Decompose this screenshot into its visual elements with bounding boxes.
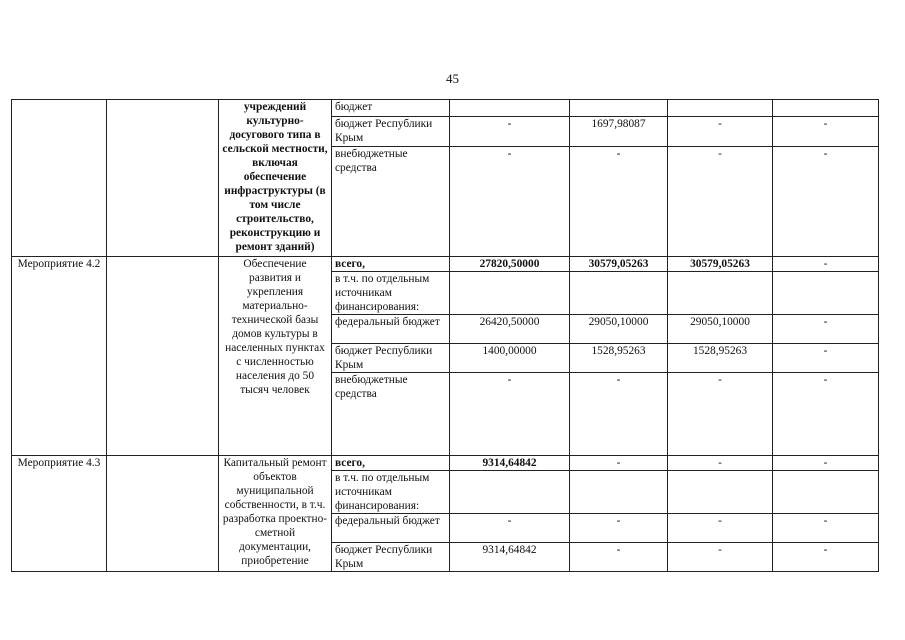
value-cell: -	[668, 147, 773, 257]
value-cell: 29050,10000	[570, 315, 668, 344]
value-cell: -	[773, 514, 879, 543]
funding-source: всего,	[332, 456, 450, 471]
value-cell: 27820,50000	[450, 257, 570, 272]
value-cell: 30579,05263	[570, 257, 668, 272]
funding-source: федеральный бюджет	[332, 315, 450, 344]
value-cell	[668, 471, 773, 514]
value-cell: -	[773, 344, 879, 373]
event-description: учреждений культурно-досугового типа в сельской местности, включая обеспечение инфраструктуры (в том числе строительство, реконструкцию и ремонт зданий)	[219, 100, 332, 257]
value-cell: 9314,64842	[450, 543, 570, 572]
value-cell	[570, 272, 668, 315]
value-cell	[668, 272, 773, 315]
value-cell	[450, 272, 570, 315]
funding-source: всего,	[332, 257, 450, 272]
event-title: Мероприятие 4.2	[12, 257, 107, 456]
value-cell: -	[570, 147, 668, 257]
value-cell	[773, 272, 879, 315]
funding-source: бюджет Республики Крым	[332, 344, 450, 373]
value-cell: -	[668, 117, 773, 147]
value-cell: 9314,64842	[450, 456, 570, 471]
value-cell	[570, 471, 668, 514]
value-cell: -	[570, 456, 668, 471]
value-cell: -	[668, 514, 773, 543]
funding-source: внебюджетные средства	[332, 373, 450, 456]
value-cell: -	[773, 257, 879, 272]
value-cell	[570, 100, 668, 117]
value-cell	[668, 100, 773, 117]
value-cell	[773, 100, 879, 117]
value-cell: -	[773, 543, 879, 572]
value-cell: 1697,98087	[570, 117, 668, 147]
table-row	[12, 100, 879, 117]
funding-source: федеральный бюджет	[332, 514, 450, 543]
table-row	[12, 257, 879, 272]
value-cell: -	[668, 543, 773, 572]
event-title-cell	[12, 100, 107, 257]
executor-cell	[107, 257, 219, 456]
value-cell: -	[668, 373, 773, 456]
funding-source: бюджет Республики Крым	[332, 543, 450, 572]
value-cell: -	[570, 543, 668, 572]
budget-table	[11, 99, 879, 572]
value-cell	[450, 471, 570, 514]
value-cell: -	[773, 456, 879, 471]
value-cell: 30579,05263	[668, 257, 773, 272]
value-cell: -	[570, 514, 668, 543]
funding-source: бюджет	[332, 100, 450, 117]
value-cell: -	[773, 147, 879, 257]
value-cell: -	[450, 147, 570, 257]
funding-source: в т.ч. по отдельным источникам финансирования:	[332, 272, 450, 315]
event-title: Мероприятие 4.3	[12, 456, 107, 572]
value-cell: 26420,50000	[450, 315, 570, 344]
executor-cell	[107, 100, 219, 257]
value-cell: -	[570, 373, 668, 456]
value-cell: -	[450, 117, 570, 147]
value-cell: -	[773, 117, 879, 147]
funding-source: в т.ч. по отдельным источникам финансирования:	[332, 471, 450, 514]
value-cell: 1528,95263	[668, 344, 773, 373]
value-cell: -	[450, 514, 570, 543]
executor-cell	[107, 456, 219, 572]
funding-source: бюджет Республики Крым	[332, 117, 450, 147]
value-cell: 1528,95263	[570, 344, 668, 373]
value-cell: -	[668, 456, 773, 471]
value-cell: 1400,00000	[450, 344, 570, 373]
value-cell: -	[450, 373, 570, 456]
event-description: Капитальный ремонт объектов муниципальной собственности, в т.ч. разработка проектно-сметной документации, приобретение	[219, 456, 332, 572]
page-number: 45	[446, 71, 459, 86]
value-cell	[450, 100, 570, 117]
value-cell: 29050,10000	[668, 315, 773, 344]
table-row	[12, 456, 879, 471]
event-description: Обеспечение развития и укрепления материально-технической базы домов культуры в населенных пунктах с численностью населения до 50 тысяч человек	[219, 257, 332, 456]
value-cell: -	[773, 315, 879, 344]
funding-source: внебюджетные средства	[332, 147, 450, 257]
value-cell: -	[773, 373, 879, 456]
value-cell	[773, 471, 879, 514]
